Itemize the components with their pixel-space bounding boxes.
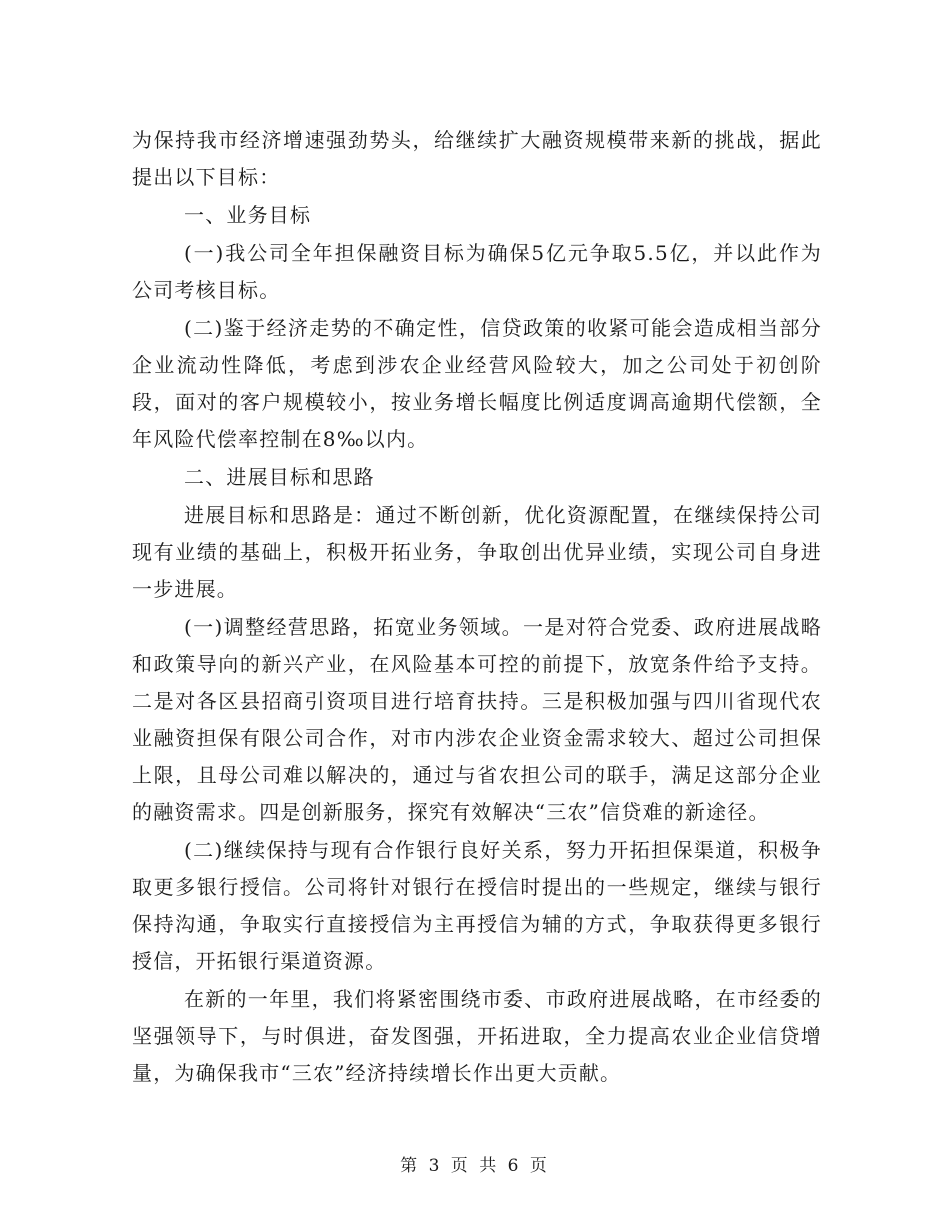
document-body: [132, 122, 822, 1093]
paragraph-strategy-1: (一)调整经营思路，拓宽业务领域。一是对符合党委、政府进展战略和政策导向的新兴产业，在风险基本可控的前提下，放宽条件给予支持。二是对各区县招商引资项目进行培育扶持。三是积极加强与四川省现代农业融资担保有限公司合作，对市内涉农企业资金需求较大、超过公司担保上限，且母公司难以解决的，通过与省农担公司的联手，满足这部分企业的融资需求。四是创新服务，探究有效解决“三农”信贷难的新途径。: [132, 615, 822, 824]
heading-development-goals: 二、进展目标和思路: [184, 465, 375, 489]
paragraph-conclusion: 在新的一年里，我们将紧密围绕市委、市政府进展战略，在市经委的坚强领导下，与时俱进，奋发图强，开拓进取，全力提高农业企业信贷增量，为确保我市“三农”经济持续增长作出更大贡献。: [132, 987, 822, 1085]
heading-business-goals: 一、业务目标: [184, 203, 312, 227]
paragraph-strategy-2: (二)继续保持与现有合作银行良好关系，努力开拓担保渠道，积极争取更多银行授信。公司将针对银行在授信时提出的一些规定，继续与银行保持沟通，争取实行直接授信为主再授信为辅的方式，争取获得更多银行授信，开拓银行渠道资源。: [132, 838, 822, 973]
paragraph-intro: 为保持我市经济增速强劲势头，给继续扩大融资规模带来新的挑战，据此提出以下目标：: [132, 128, 822, 189]
paragraph-development-summary: 进展目标和思路是：通过不断创新，优化资源配置，在继续保持公司现有业绩的基础上，积极开拓业务，争取创出优异业绩，实现公司自身进一步进展。: [132, 503, 822, 601]
paragraph-goal-2: (二)鉴于经济走势的不确定性，信贷政策的收紧可能会造成相当部分企业流动性降低，考虑到涉农企业经营风险较大，加之公司处于初创阶段，面对的客户规模较小，按业务增长幅度比例适度调高逾期代偿额，全年风险代偿率控制在8‰以内。: [132, 316, 822, 451]
paragraph-goal-1: (一)我公司全年担保融资目标为确保5亿元争取5.5亿，并以此作为公司考核目标。: [132, 241, 822, 302]
page-number-footer: 第 3 页 共 6 页: [400, 1156, 550, 1176]
